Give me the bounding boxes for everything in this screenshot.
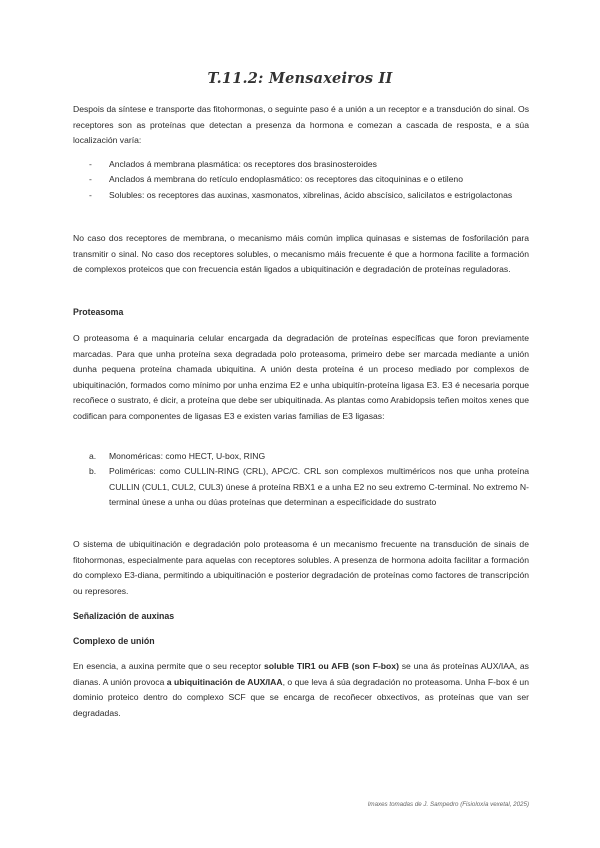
list-item: - Anclados á membrana do retículo endoplasmático: os receptores das citoquininas e o etileno	[89, 174, 463, 185]
list-item: - Solubles: os receptores das auxinas, xasmonatos, xibrelinas, ácido abscísico, salicilatos e estrigolactonas	[89, 189, 513, 200]
system-paragraph: O sistema de ubiquitinación e degradación polo proteasoma é un mecanismo frecuente na transdución de sinais de fitohormonas, especialmente para aquelas con receptores solubles. A presenza de hormona adoita facilitar a formación do complexo E3-diana, permitindo a ubiquitinación e posterior degradación de proteínas como factores de transcripción ou represores.	[73, 539, 529, 596]
page-title: T.11.2: Mensaxeiros II	[207, 70, 393, 87]
proteasome-heading: Proteasoma	[73, 307, 124, 317]
list-item: a. Monoméricas: como HECT, U-box, RING	[89, 451, 266, 461]
receptor-list	[73, 157, 529, 203]
auxin-paragraph: En esencia, a auxina permite que o seu receptor soluble TIR1 ou AFB (son F-box) se una ás proteínas AUX/IAA, as dianas. A unión provoca a ubiquitinación de AUX/IAA, o que leva á súa degradación no proteasoma. Unha F-box é un dominio proteico dentro do complexo SCF que se encarga de recoñecer obxectivos, as proteínas que van ser degradadas.	[73, 661, 529, 718]
list-item: - Anclados á membrana plasmática: os receptores dos brasinosteroides	[89, 159, 377, 169]
ligase-list	[73, 449, 529, 511]
list-item: b. Poliméricas: como CULLIN-RING (CRL), APC/C. CRL son complexos multiméricos nos que unha proteína CULLIN (CUL1, CUL2, CUL3) únese á proteína RBX1 e a unha E2 no seu extremo C-terminal. No extremo N-terminal únese a unha ou dúas proteínas que determinan a especificidade do sustrato	[89, 466, 529, 508]
image-credit: Imaxes tomadas de J. Sampedro (Fisioloxía vexetal, 2025)	[367, 801, 529, 808]
membrane-paragraph: No caso dos receptores de membrana, o mecanismo máis común implica quinasas e sistemas de fosforilación para transmitir o sinal. No caso dos receptores solubles, o mecanismo máis frecuente é que a hormona facilite a formación de complexos proteicos que con frecuencia están ligados a ubiquitinación e degradación de proteínas reguladoras.	[73, 233, 529, 275]
auxin-heading: Señalización de auxinas	[73, 611, 175, 621]
proteasome-paragraph: O proteasoma é a maquinaria celular encargada da degradación de proteínas específicas que foron previamente marcadas. Para que unha proteína sexa degradada polo proteasoma, primeiro debe ser marcada mediante a unión dunha pequena proteína chamada ubiquitina. A unión desta proteína é un proceso mediado por complexos de ubiquitinación, formados como mínimo por unha enzima E2 e unha ubiquitín-proteína ligasa E3. E3 é necesaria porque recoñece o sustrato, é dicir, a proteína que debe ser ubiquitinada. As plantas como Arabidopsis teñen moitos xenes que codifican para componentes de ligasas E3 e existen varias familias de E3 ligasas:	[73, 333, 529, 421]
intro-paragraph: Despois da síntese e transporte das fitohormonas, o seguinte paso é a unión a un receptor e a transdución do sinal. Os receptores son as proteínas que detectan a presenza da hormona e comezan a cascada de resposta, e a súa localización varía:	[73, 104, 529, 146]
complex-heading: Complexo de unión	[73, 636, 155, 646]
